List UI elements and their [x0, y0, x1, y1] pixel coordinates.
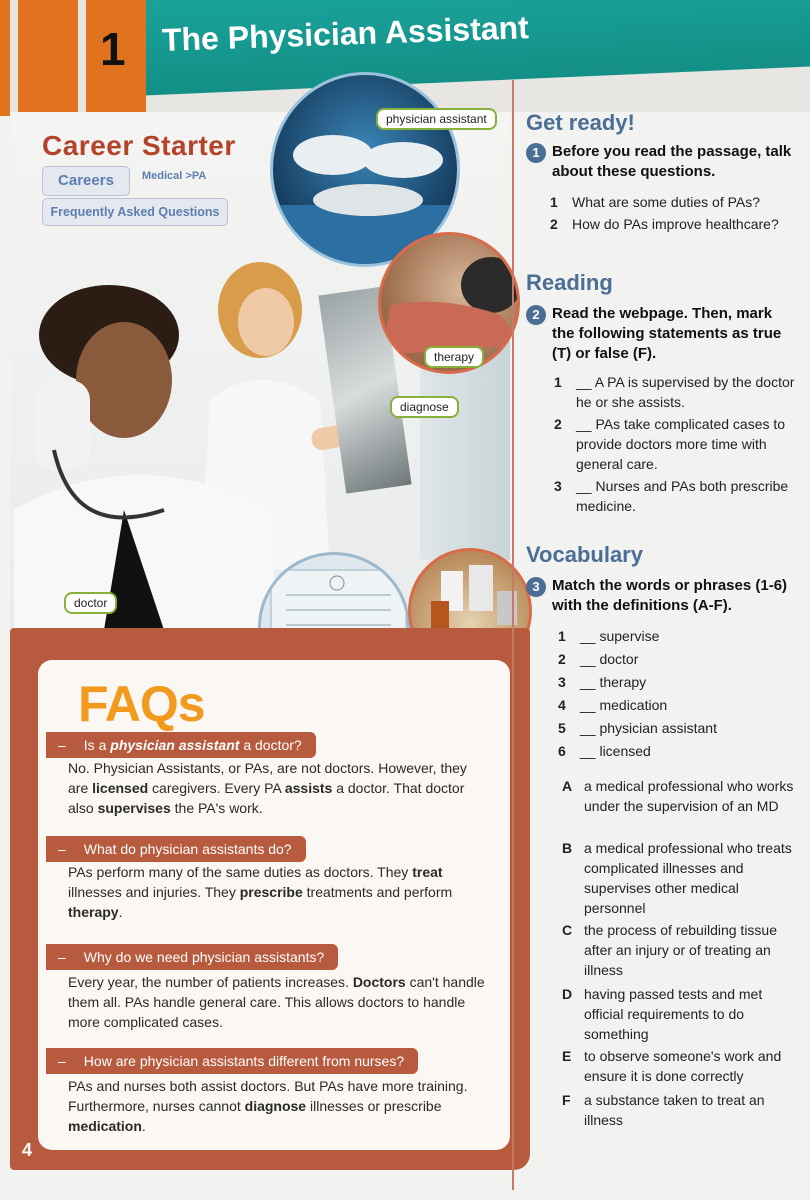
label-doctor: doctor: [64, 592, 117, 614]
career-starter-widget: [42, 130, 252, 236]
doctor-figure: [14, 280, 314, 630]
orange-tab-mid: [18, 0, 78, 116]
step-2-badge: 2: [526, 305, 546, 325]
faq-question-1: – Is a physician assistant a doctor?: [46, 732, 316, 758]
faq-question-4: – How are physician assistants different from nurses?: [46, 1048, 418, 1074]
step-1-badge: 1: [526, 143, 546, 163]
career-tabs: [42, 166, 252, 236]
page-number: 4: [22, 1140, 33, 1160]
breadcrumb[interactable]: Medical >PA: [142, 170, 207, 182]
tab-careers[interactable]: Careers: [42, 166, 130, 196]
orange-tab-left: [0, 0, 10, 116]
get-ready-instruction: 1 Before you read the passage, talk about these questions.: [526, 142, 796, 182]
faq-question-2: – What do physician assistants do?: [46, 836, 306, 862]
faq-title: FAQs: [78, 676, 205, 732]
step-3-badge: 3: [526, 577, 546, 597]
faq-answer-2: PAs perform many of the same duties as doctors. They treat illnesses and injuries. They prescribe treatments and perform therapy.: [68, 864, 453, 920]
label-therapy: therapy: [424, 346, 484, 368]
get-ready-heading: Get ready!: [526, 110, 635, 135]
vocabulary-instruction: 3 Match the words or phrases (1-6) with the definitions (A-F).: [526, 576, 796, 616]
faq-question-3: – Why do we need physician assistants?: [46, 944, 338, 970]
faq-answer-3: Every year, the number of patients increases. Doctors can't handle them all. PAs handle general care. This allows doctors to handle more complicated cases.: [68, 974, 485, 1030]
reading-instruction: 2 Read the webpage. Then, mark the following statements as true (T) or false (F).: [526, 304, 796, 364]
career-starter-title: Career Starter: [42, 130, 236, 161]
column-divider: [512, 80, 514, 1190]
unit-title: The Physician Assistant: [161, 9, 530, 58]
faq-answer-1: No. Physician Assistants, or PAs, are not doctors. However, they are licensed caregivers. Every PA assists a doctor. That doctor also supervises the PA's work.: [68, 760, 467, 816]
label-physician-assistant: physician assistant: [376, 108, 497, 130]
reading-heading: Reading: [526, 270, 613, 295]
tab-faq[interactable]: Frequently Asked Questions: [42, 198, 228, 226]
unit-number: 1: [100, 23, 126, 75]
vocabulary-heading: Vocabulary: [526, 542, 643, 567]
label-diagnose: diagnose: [390, 396, 459, 418]
faq-answer-4: PAs and nurses both assist doctors. But PAs have more training. Furthermore, nurses cannot diagnose illnesses or prescribe medication.: [68, 1078, 468, 1134]
